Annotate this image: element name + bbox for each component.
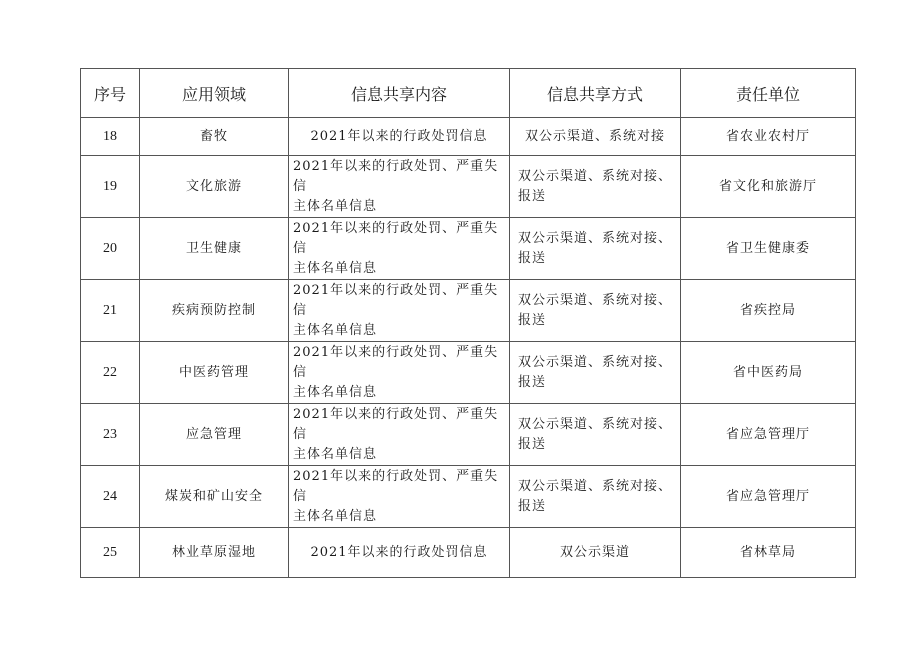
row-method: [510, 218, 681, 280]
row-unit: 省农业农村厅: [681, 118, 856, 156]
row-seq: 18: [81, 118, 140, 156]
header-domain: 应用领域: [140, 69, 289, 118]
row-method-line: 报送: [517, 436, 546, 452]
row-seq: 21: [81, 280, 140, 342]
row-content-text: [293, 543, 505, 563]
table-row: [81, 342, 856, 404]
row-method-line: 报送: [517, 188, 546, 204]
row-content-line: 2021年以来的行政处罚、严重失信: [293, 468, 499, 504]
row-content: [289, 342, 510, 404]
row-domain: 畜牧: [140, 118, 289, 156]
row-content-line: 2021年以来的行政处罚、严重失信: [293, 282, 499, 318]
row-domain: 应急管理: [140, 404, 289, 466]
table-row: [81, 118, 856, 156]
row-unit: 省林草局: [681, 528, 856, 578]
header-content: 信息共享内容: [289, 69, 510, 118]
row-method: [510, 404, 681, 466]
row-content: [289, 156, 510, 218]
row-unit: 省疾控局: [681, 280, 856, 342]
row-content-line: 主体名单信息: [293, 198, 378, 214]
row-method-text: [518, 229, 672, 269]
table-row: [81, 404, 856, 466]
row-method-line: 双公示渠道、系统对接、: [517, 168, 672, 184]
row-method-text: [518, 291, 672, 331]
row-content: [289, 404, 510, 466]
row-method-text: [514, 127, 676, 147]
header-unit: 责任单位: [681, 69, 856, 118]
row-method-line: 报送: [517, 498, 546, 514]
row-method-text: [518, 353, 672, 393]
header-row: [81, 69, 856, 118]
table-row: [81, 218, 856, 280]
row-content-text: [293, 343, 505, 403]
row-method-text: [518, 477, 672, 517]
row-seq: 23: [81, 404, 140, 466]
row-content: [289, 280, 510, 342]
row-method: [510, 528, 681, 578]
row-unit: 省文化和旅游厅: [681, 156, 856, 218]
row-method-line: 双公示渠道、系统对接: [524, 128, 665, 144]
row-content-line: 主体名单信息: [293, 508, 378, 524]
row-content-line: 2021年以来的行政处罚、严重失信: [293, 220, 499, 256]
row-unit: 省应急管理厅: [681, 466, 856, 528]
row-content-text: [293, 127, 505, 147]
row-unit: 省卫生健康委: [681, 218, 856, 280]
header-seq: 序号: [81, 69, 140, 118]
row-domain: 文化旅游: [140, 156, 289, 218]
row-content: [289, 528, 510, 578]
row-content: [289, 118, 510, 156]
row-method-line: 双公示渠道、系统对接、: [517, 478, 672, 494]
row-content-text: [293, 219, 505, 279]
row-method-line: 双公示渠道、系统对接、: [517, 354, 672, 370]
table-body: [81, 118, 856, 578]
row-seq: 22: [81, 342, 140, 404]
row-method-line: 双公示渠道: [559, 544, 630, 560]
row-method: [510, 118, 681, 156]
row-method: [510, 280, 681, 342]
row-content-line: 主体名单信息: [293, 322, 378, 338]
row-method-line: 双公示渠道、系统对接、: [517, 292, 672, 308]
row-method-text: [514, 543, 676, 563]
row-domain: 疾病预防控制: [140, 280, 289, 342]
row-domain: 卫生健康: [140, 218, 289, 280]
row-method-text: [518, 167, 672, 207]
row-content-line: 2021年以来的行政处罚、严重失信: [293, 158, 499, 194]
row-method: [510, 342, 681, 404]
row-content-line: 主体名单信息: [293, 384, 378, 400]
row-content-line: 主体名单信息: [293, 446, 378, 462]
row-method-line: 双公示渠道、系统对接、: [517, 416, 672, 432]
row-content: [289, 218, 510, 280]
row-seq: 20: [81, 218, 140, 280]
table-row: [81, 528, 856, 578]
header-method: 信息共享方式: [510, 69, 681, 118]
row-method-line: 报送: [517, 312, 546, 328]
row-content-line: 2021年以来的行政处罚、严重失信: [293, 406, 499, 442]
row-content-text: [293, 405, 505, 465]
row-content: [289, 466, 510, 528]
table-row: [81, 280, 856, 342]
table-row: [81, 466, 856, 528]
info-sharing-table: [80, 68, 856, 578]
row-method-line: 报送: [517, 250, 546, 266]
row-seq: 24: [81, 466, 140, 528]
row-domain: 林业草原湿地: [140, 528, 289, 578]
row-content-line: 2021年以来的行政处罚信息: [310, 544, 488, 560]
row-content-text: [293, 467, 505, 527]
row-content-line: 2021年以来的行政处罚、严重失信: [293, 344, 499, 380]
table-row: [81, 156, 856, 218]
row-seq: 25: [81, 528, 140, 578]
row-method-line: 双公示渠道、系统对接、: [517, 230, 672, 246]
row-seq: 19: [81, 156, 140, 218]
row-method: [510, 156, 681, 218]
row-content-text: [293, 281, 505, 341]
row-unit: 省应急管理厅: [681, 404, 856, 466]
row-method-line: 报送: [517, 374, 546, 390]
row-method: [510, 466, 681, 528]
row-content-line: 2021年以来的行政处罚信息: [310, 128, 488, 144]
row-unit: 省中医药局: [681, 342, 856, 404]
row-content-text: [293, 157, 505, 217]
row-method-text: [518, 415, 672, 455]
table-header: [81, 69, 856, 118]
row-content-line: 主体名单信息: [293, 260, 378, 276]
row-domain: 煤炭和矿山安全: [140, 466, 289, 528]
row-domain: 中医药管理: [140, 342, 289, 404]
